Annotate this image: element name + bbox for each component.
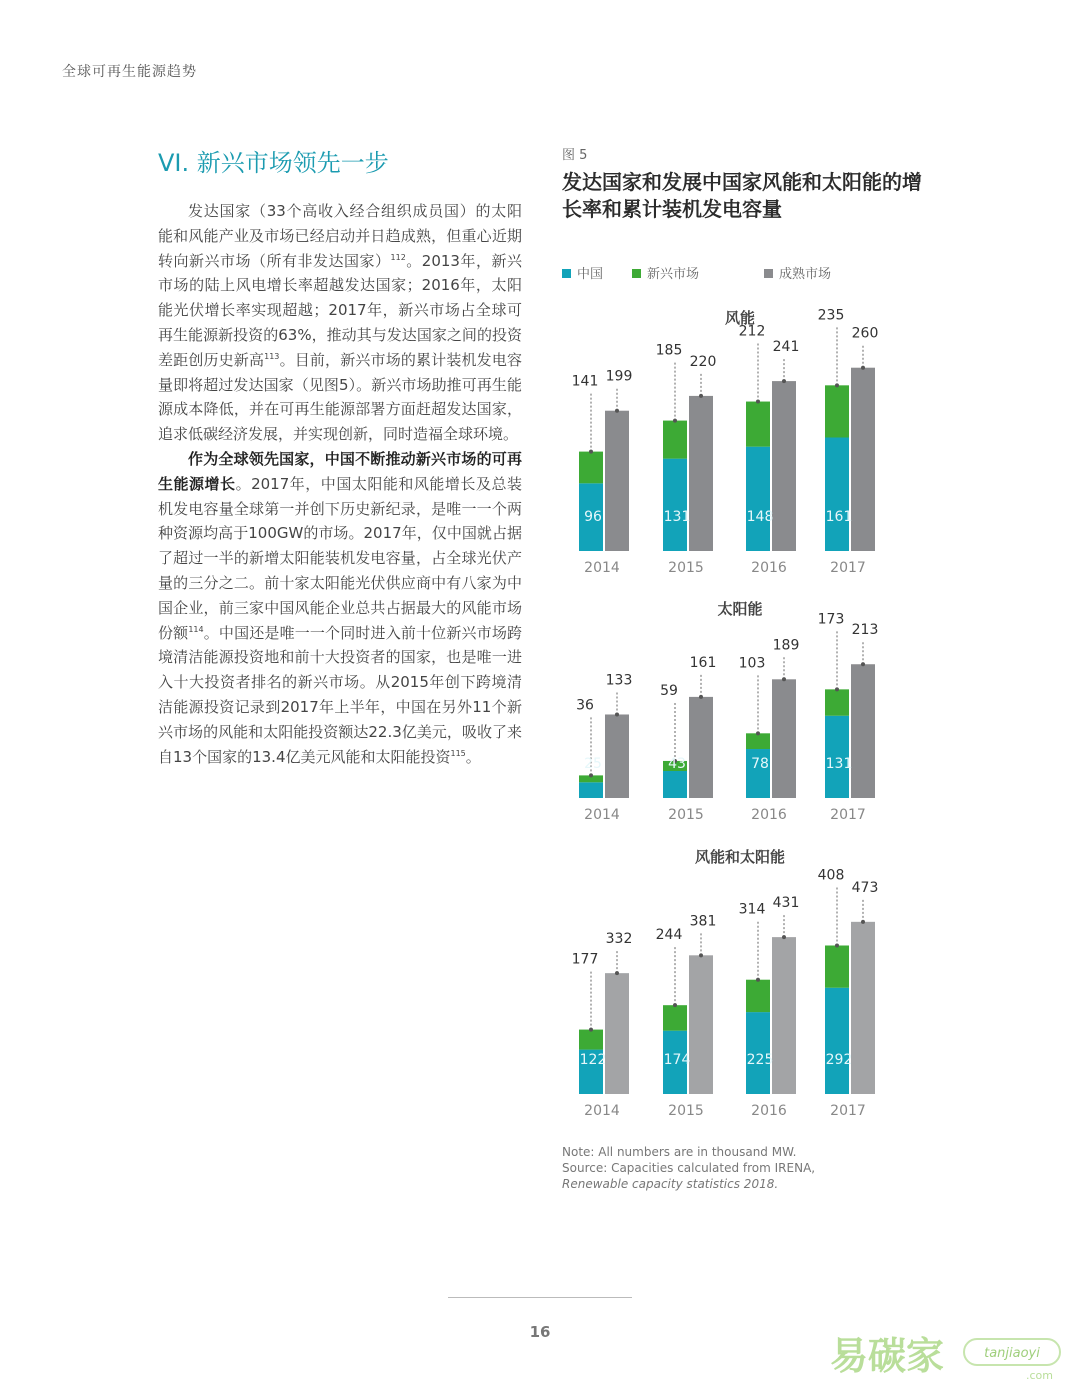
footnote-ref: 115 — [450, 748, 466, 758]
legend-item-mature: 成熟市场 — [764, 263, 831, 282]
bar-emerging — [746, 402, 770, 447]
data-label-china: 131 — [663, 509, 691, 525]
leader-dot — [861, 366, 865, 370]
data-label-mature: 189 — [772, 637, 800, 654]
legend-swatch — [632, 269, 641, 278]
data-label-mature: 332 — [605, 931, 633, 948]
leader-dot — [615, 409, 619, 413]
footnote-ref: 112 — [390, 252, 406, 262]
x-tick-label: 2016 — [751, 560, 787, 576]
data-label-mature: 213 — [851, 622, 879, 639]
bar-emerging — [663, 1005, 687, 1030]
data-label-mature: 199 — [605, 368, 633, 385]
x-tick-label: 2017 — [830, 807, 866, 823]
leader-dot — [699, 953, 703, 957]
data-label-china: 148 — [746, 509, 774, 525]
bar-emerging — [746, 980, 770, 1012]
paragraph-1: 发达国家（33个高收入经合组织成员国）的太阳能和风能产业及市场已经启动并日趋成熟，但重心近期转向新兴市场（所有非发达国家）$^{112}$。2013年，新兴市场的陆上风电增长率超越发达国家；2016年，太阳能光伏增长率实现超越；2017年，新兴市场占全球可再生能源新投资的63%，推动其与发达国家之间的投资差距创历史新高$^{113}$。目前，新兴市场的累计装机发电容量即将超过发达国家（见图5）。新兴市场助推可再生能源成本降低，并在可再生能源部署方面赶超发达国家，追求低碳经济发展，并实现创新，同时造福全球环境。 — [158, 202, 522, 444]
leader-dot — [615, 971, 619, 975]
page-number: 16 — [529, 1323, 551, 1341]
legend-item-china: 中国 — [562, 263, 603, 282]
source-text: Source: Capacities calculated from IRENA, — [562, 1161, 816, 1175]
leader-dot — [699, 695, 703, 699]
watermark-logo — [826, 1325, 1066, 1383]
lead-sentence: 作为全球领先国家，中国不断推动新兴市场的可再生能源增长 — [158, 449, 522, 493]
leader-dot — [615, 712, 619, 716]
leader-dot — [589, 773, 593, 777]
bar-china — [825, 988, 849, 1094]
data-label-mature: 473 — [851, 879, 879, 896]
legend-swatch — [562, 269, 571, 278]
bar-emerging — [579, 1030, 603, 1050]
watermark-text: 易碳家 — [830, 1334, 945, 1378]
data-label-china: 43 — [668, 756, 686, 772]
x-tick-label: 2016 — [751, 807, 787, 823]
leader-dot — [756, 978, 760, 982]
bar-mature — [689, 697, 713, 798]
data-label-mature: 133 — [605, 672, 633, 689]
x-tick-label: 2015 — [668, 1103, 704, 1119]
data-label-emerging: 59 — [660, 682, 678, 699]
bar-mature — [851, 664, 875, 798]
data-label-emerging: 185 — [655, 342, 683, 359]
bar-china — [746, 447, 770, 551]
bar-mature — [772, 381, 796, 551]
footer-rule — [448, 1297, 632, 1298]
data-label-china: 174 — [663, 1052, 691, 1068]
x-tick-label: 2016 — [751, 1103, 787, 1119]
data-label-emerging: 244 — [655, 927, 683, 944]
data-label-mature: 260 — [851, 325, 879, 342]
data-label-mature: 220 — [689, 353, 717, 370]
bar-emerging — [825, 385, 849, 437]
legend-swatch — [764, 269, 773, 278]
data-label-china: 96 — [584, 509, 602, 525]
bar-emerging — [825, 945, 849, 987]
data-label-china: 122 — [579, 1052, 607, 1068]
data-label-mature: 241 — [772, 339, 800, 356]
leader-dot — [699, 394, 703, 398]
bar-china — [825, 437, 849, 551]
x-tick-label: 2017 — [830, 560, 866, 576]
x-tick-label: 2014 — [584, 807, 620, 823]
data-label-mature: 431 — [772, 895, 800, 912]
data-label-china: 161 — [825, 509, 853, 525]
chart-title: 太阳能 — [717, 600, 763, 618]
chart-title: 风能和太阳能 — [694, 848, 786, 866]
data-label-emerging: 408 — [817, 867, 845, 884]
section-title: VI. 新兴市场领先一步 — [158, 149, 389, 177]
paragraph-2: 作为全球领先国家，中国不断推动新兴市场的可再生能源增长。2017年，中国太阳能和风能增长及总装机发电容量全球第一并创下历史新纪录，是唯一一个两种资源均高于100GW的市场。2017年，仅中国就占据了超过一半的新增太阳能装机发电容量，占全球光伏产量的三分之二。前十家太阳能光伏供应商中有八家为中国企业，前三家中国风能企业总共占据最大的风能市场份额$^{114}$。中国还是唯一一个同时进入前十位新兴市场跨境清洁能源投资地和前十大投资者的国家，也是唯一进入十大投资者排名的新兴市场。从2015年创下跨境清洁能源投资记录到2017年上半年，中国在另外11个新兴市场的风能和太阳能投资额达22.3亿美元，吸收了来自13个国家的13.4亿美元风能和太阳能投资$^{115}$。 — [158, 449, 522, 766]
bar-mature — [689, 955, 713, 1094]
leader-dot — [589, 1028, 593, 1032]
x-tick-label: 2017 — [830, 1103, 866, 1119]
bar-emerging — [663, 421, 687, 459]
leader-dot — [861, 662, 865, 666]
data-label-mature: 381 — [689, 913, 717, 930]
x-tick-label: 2015 — [668, 560, 704, 576]
chart-title: 风能 — [724, 309, 756, 327]
running-header: 全球可再生能源趋势 — [62, 64, 197, 80]
legend-item-emerging: 新兴市场 — [632, 263, 699, 282]
leader-dot — [861, 920, 865, 924]
bar-emerging — [579, 452, 603, 484]
data-label-emerging: 103 — [738, 655, 766, 672]
data-label-china: 25 — [584, 756, 602, 772]
bar-china — [579, 782, 603, 798]
data-label-emerging: 212 — [738, 323, 766, 340]
body-text — [158, 199, 522, 769]
bar-mature — [851, 922, 875, 1094]
leader-dot — [835, 383, 839, 387]
data-label-mature: 161 — [689, 654, 717, 671]
figure-charts — [540, 290, 920, 1130]
footnote-ref: 114 — [188, 624, 204, 634]
watermark-url: tanjiaoyi — [984, 1346, 1040, 1361]
leader-dot — [835, 943, 839, 947]
bar-mature — [772, 937, 796, 1094]
data-label-emerging: 177 — [571, 951, 599, 968]
source-title: Renewable capacity statistics 2018. — [562, 1177, 779, 1191]
bar-mature — [605, 973, 629, 1094]
leader-dot — [782, 935, 786, 939]
leader-dot — [673, 1003, 677, 1007]
data-label-china: 225 — [746, 1052, 774, 1068]
data-label-china: 292 — [825, 1052, 853, 1068]
bar-mature — [689, 396, 713, 551]
data-label-china: 78 — [751, 756, 769, 772]
leader-dot — [835, 687, 839, 691]
bar-emerging — [825, 689, 849, 715]
bar-china — [663, 459, 687, 551]
leader-dot — [782, 379, 786, 383]
figure-label: 图 5 — [562, 148, 588, 163]
bar-mature — [605, 411, 629, 551]
leader-dot — [673, 419, 677, 423]
bar-china — [663, 771, 687, 798]
bar-emerging — [746, 733, 770, 749]
data-label-emerging: 36 — [576, 697, 594, 714]
data-label-emerging: 314 — [738, 901, 766, 918]
note-text: Note: All numbers are in thousand MW. — [562, 1145, 797, 1159]
leader-dot — [589, 450, 593, 454]
data-label-emerging: 235 — [817, 307, 845, 324]
x-tick-label: 2015 — [668, 807, 704, 823]
data-label-emerging: 141 — [571, 373, 599, 390]
data-label-china: 131 — [825, 756, 853, 772]
bar-mature — [772, 679, 796, 798]
leader-dot — [782, 677, 786, 681]
data-label-emerging: 173 — [817, 611, 845, 628]
bar-mature — [851, 368, 875, 551]
figure-title: 发达国家和发展中国家风能和太阳能的增长率和累计装机发电容量 — [562, 170, 922, 221]
watermark-tld: .com — [1026, 1369, 1053, 1382]
leader-dot — [756, 400, 760, 404]
figure-note — [562, 1144, 815, 1192]
footnote-ref: 113 — [264, 351, 280, 361]
leader-dot — [756, 731, 760, 735]
bar-mature — [605, 714, 629, 798]
x-tick-label: 2014 — [584, 560, 620, 576]
x-tick-label: 2014 — [584, 1103, 620, 1119]
